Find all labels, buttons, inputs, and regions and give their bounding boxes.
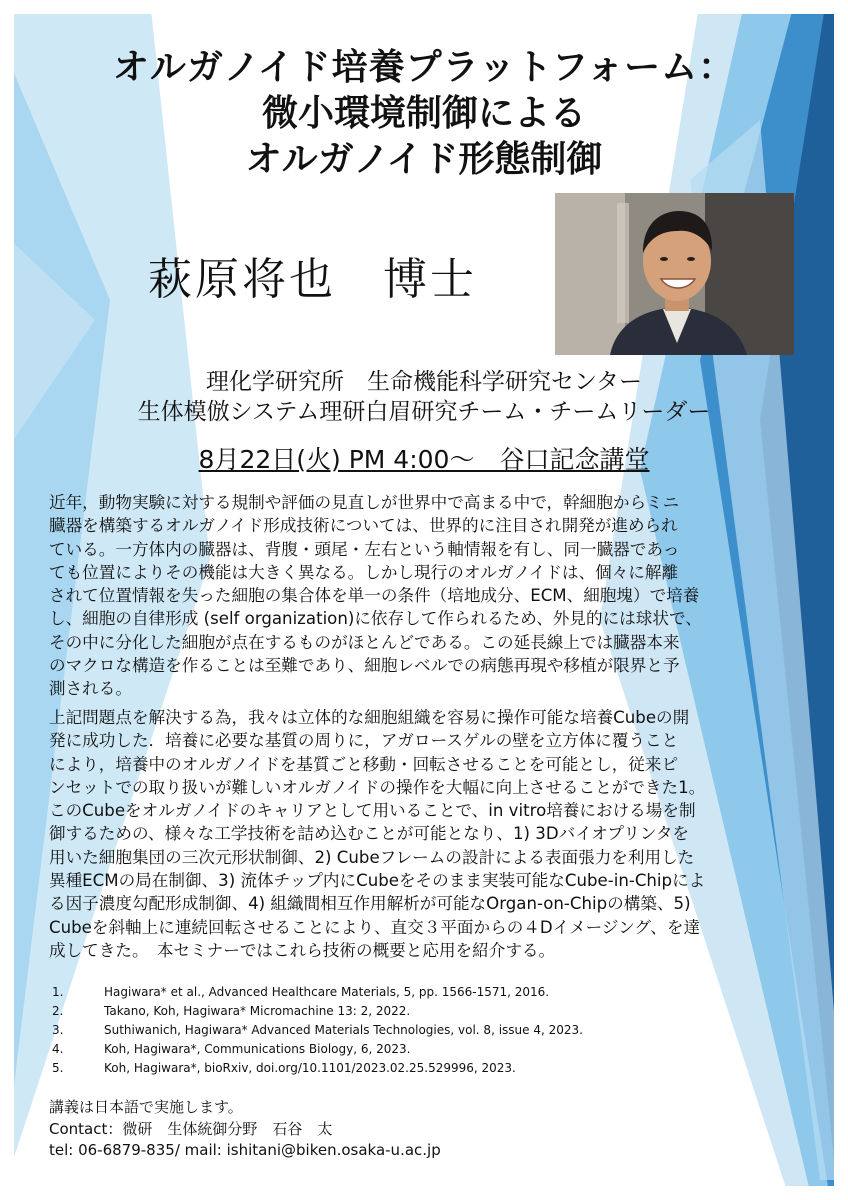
reference-text: Hagiwara* et al., Advanced Healthcare Materials, 5, pp. 1566-1571, 2016. [104,985,550,999]
affiliation-line-1: 理化学研究所 生命機能科学研究センター [205,369,643,395]
reference-number: 1. [52,985,64,999]
abstract-line: 用いた細胞集団の三次元形状制御、2) Cubeフレームの設計による表面張力を利用した [49,847,695,867]
reference-item [52,1059,772,1078]
abstract-line: のマクロな構造を作ることは至難であり、細胞レベルでの病態再現や移植が限界と予 [49,656,680,676]
abstract-line: 異種ECMの局在制御、3) 流体チップ内にCubeをそのまま実装可能なCube-in-Chipによ [49,871,706,891]
reference-number: 2. [52,1004,64,1018]
reference-number: 3. [52,1023,64,1037]
speaker-name: 萩原将也 博士 [148,254,477,305]
language-note: 講義は日本語で実施します。 [49,1098,243,1116]
tel-mail-line: tel: 06-6879-835/ mail: ishitani@biken.osaka-u.ac.jp [49,1141,441,1159]
abstract-line: ている。一方体内の臓器は、背腹・頭尾・左右という軸情報を有し、同一臓器であっ [49,539,680,559]
abstract-line: により，培養中のオルガノイドを基質ごと移動・回転させることを可能とし，従来ピ [49,754,679,774]
title-line-2: 微小環境制御による [261,93,586,134]
reference-number: 4. [52,1042,64,1056]
reference-text: Suthiwanich, Hagiwara* Advanced Materials Technologies, vol. 8, issue 4, 2023. [104,1023,583,1037]
speaker-photo [555,193,794,355]
footer-contact [49,1097,441,1162]
abstract-line: その中に分化した細胞が点在するものがほとんどである。この延長線上では臓器本来 [49,632,680,652]
abstract-line: ンセットでの取り扱いが難しいオルガノイドの操作を大幅に向上させることができた1。 [49,777,706,797]
abstract-line: 臓器を構築するオルガノイド形成技術については、世界的に注目され開発が進められ [49,516,678,536]
reference-item [52,1021,772,1040]
event-datetime-location: 8月22日(火) PM 4:00～ 谷口記念講堂 [198,445,650,474]
reference-item [52,1040,772,1059]
abstract-line: Cubeを斜軸上に連続回転させることにより、直交３平面からの４Dイメージング、を達 [49,917,701,937]
reference-number: 5. [52,1061,64,1075]
title-line-3: オルガノイド形態制御 [245,139,603,180]
abstract-line: 上記問題点を解決する為，我々は立体的な細胞組織を容易に操作可能な培養Cubeの開 [49,708,690,727]
abstract-line: 発に成功した．培養に必要な基質の周りに，アガロースゲルの壁を立方体に覆うこと [49,731,679,751]
abstract-paragraph-1 [49,491,809,701]
contact-line: Contact：微研 生体統御分野 石谷 太 [49,1119,333,1138]
reference-list [52,983,772,1078]
reference-item [52,1002,772,1021]
abstract-line: 測される。 [49,679,132,699]
abstract-line: 近年，動物実験に対する規制や評価の見直しが世界中で高まる中で，幹細胞からミニ [49,493,680,512]
abstract-line: このCubeをオルガノイドのキャリアとして用いることで、in vitro培養における場を制 [49,801,696,821]
reference-text: Takano, Koh, Hagiwara* Micromachine 13: 2, 2022. [104,1004,411,1018]
affiliation-line-2: 生体模倣システム理研白眉研究チーム・チームリーダー [137,399,711,425]
abstract-line: 御するための、様々な工学技術を詰め込むことが可能となり、1) 3Dバイオプリンタを [49,824,690,844]
reference-text: Koh, Hagiwara*, bioRxiv, doi.org/10.1101/2023.02.25.529996, 2023. [104,1061,516,1075]
abstract-line: し、細胞の自律形成 (self organization)に依存して作られるため、外見的には球状で、 [49,609,702,629]
abstract-line: ても位置によりその機能は大きく異なる。しかし現行のオルガノイドは、個々に解離 [49,562,679,582]
abstract-line: されて位置情報を失った細胞の集合体を単一の条件（培地成分、ECM、細胞塊）で培養 [49,586,700,606]
abstract-line: る因子濃度勾配形成制御、4) 組織間相互作用解析が可能なOrgan-on-Chipの構築、5) [49,894,691,914]
title-line-1: オルガノイド培養プラットフォーム： [112,47,736,88]
reference-text: Koh, Hagiwara*, Communications Biology, 6, 2023. [104,1042,411,1056]
abstract-line: 成してきた。 本セミナーではこれら技術の概要と応用を紹介する。 [49,940,556,960]
reference-item [52,983,772,1002]
abstract-paragraph-2 [49,706,809,962]
